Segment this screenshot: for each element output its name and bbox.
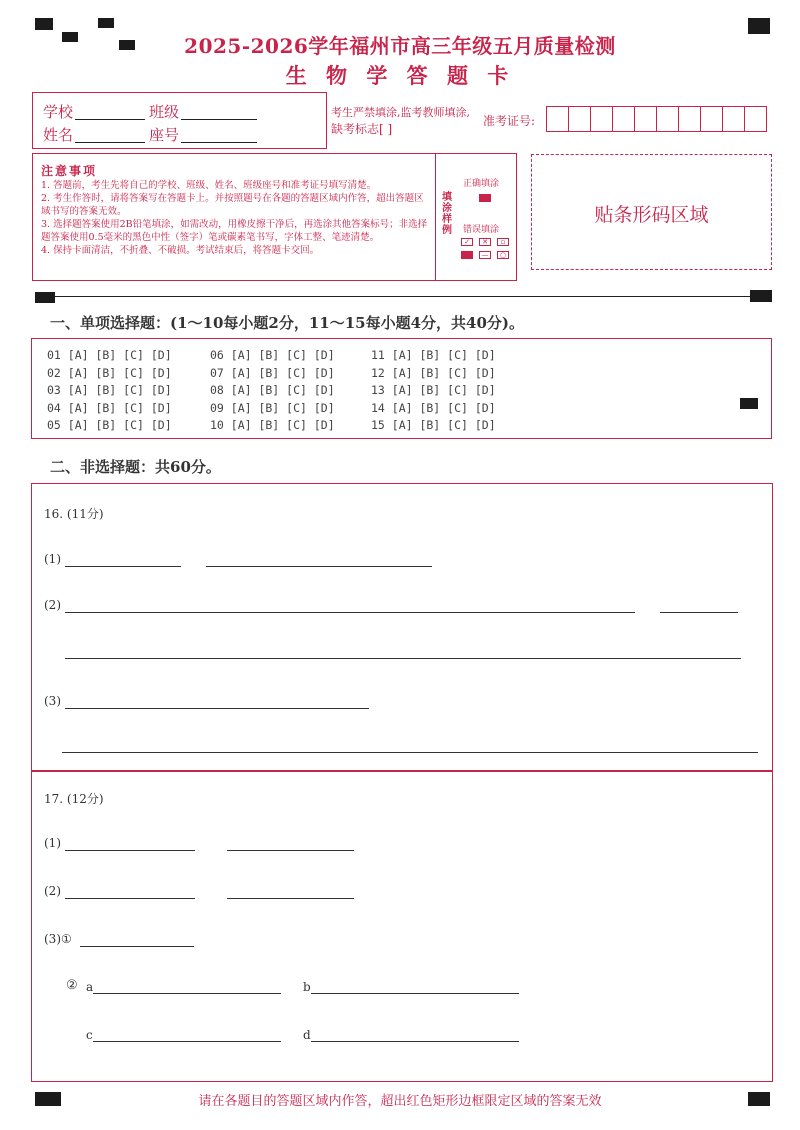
q17-title: 17. (12分): [44, 792, 104, 806]
q17-part1-blank1[interactable]: [65, 850, 195, 851]
q16-part3-blank2[interactable]: [62, 752, 758, 753]
notice-item: 3. 选择题答案使用2B铅笔填涂，如需改动，用橡皮擦干净后，再选涂其他答案标号；非选择题答案使用0.5毫米的黑色中性（签字）笔或碳素笔书写，字体工整、笔迹清楚。: [41, 219, 428, 243]
wrong-fill-line-icon: —: [479, 251, 491, 259]
student-info-box: [32, 92, 327, 149]
name-field[interactable]: [75, 128, 145, 143]
q16-part2-blank1[interactable]: [65, 612, 635, 613]
horizontal-divider: [55, 296, 750, 297]
registration-mark: [35, 292, 55, 303]
registration-mark: [750, 290, 772, 302]
q17-blank-b-label: b: [303, 980, 311, 994]
q17-part3-label: (3)①: [44, 932, 72, 946]
wrong-fill-dot-icon: [461, 251, 473, 259]
choice-column: [47, 348, 172, 436]
footer-warning: 请在各题目的答题区域内作答，超出红色矩形边框限定区域的答案无效: [198, 1094, 602, 1109]
wrong-fill-cross-icon: ✕: [479, 238, 491, 246]
proctor-note: [331, 104, 470, 138]
q16-title: 16. (11分): [44, 507, 104, 521]
school-label: 学校: [43, 103, 74, 121]
proctor-note-line1: 考生严禁填涂,监考教师填涂,: [331, 106, 470, 119]
school-field[interactable]: [75, 105, 145, 120]
choice-row[interactable]: 10 [A] [B] [C] [D]: [210, 418, 335, 432]
exam-id-cell[interactable]: [635, 106, 657, 132]
notice-list: [41, 179, 431, 257]
choice-column: [371, 348, 496, 436]
choice-row[interactable]: 01 [A] [B] [C] [D]: [47, 348, 172, 362]
choice-row[interactable]: 11 [A] [B] [C] [D]: [371, 348, 496, 362]
choice-row[interactable]: 04 [A] [B] [C] [D]: [47, 400, 172, 415]
q17-part2-blank1[interactable]: [65, 898, 195, 899]
exam-id-cell[interactable]: [679, 106, 701, 132]
q16-part1-blank2[interactable]: [206, 566, 432, 567]
absent-mark[interactable]: 缺考标志[ ]: [331, 122, 393, 136]
wrong-fill-bracket-icon: ▫: [497, 238, 509, 246]
choice-row[interactable]: 09 [A] [B] [C] [D]: [210, 400, 335, 415]
q16-part3-label: (3): [44, 694, 61, 708]
q17-blank-d-label: d: [303, 1028, 311, 1042]
class-field[interactable]: [181, 105, 257, 120]
exam-id-cell[interactable]: [657, 106, 679, 132]
notice-box: [32, 153, 517, 281]
choice-row[interactable]: 13 [A] [B] [C] [D]: [371, 383, 496, 397]
choice-row[interactable]: 14 [A] [B] [C] [D]: [371, 400, 496, 415]
section1-heading: 一、单项选择题：(1～10每小题2分，11～15每小题4分，共40分)。: [50, 314, 525, 332]
q17-part1-blank2[interactable]: [227, 850, 354, 851]
section2-heading: 二、非选择题：共60分。: [50, 458, 221, 476]
exam-id-cell[interactable]: [701, 106, 723, 132]
q17-blank-c[interactable]: [93, 1041, 281, 1042]
exam-id-label: 准考证号:: [483, 114, 536, 128]
class-label: 班级: [149, 103, 180, 121]
sheet-subtitle: 生 物 学 答 题 卡: [285, 63, 515, 88]
choice-row[interactable]: 05 [A] [B] [C] [D]: [47, 418, 172, 432]
wrong-fill-circle-icon: ○: [497, 251, 509, 259]
exam-id-cell[interactable]: [591, 106, 613, 132]
fill-sample-divider: [435, 153, 436, 281]
q16-answer-box: [31, 483, 773, 772]
seat-field[interactable]: [181, 128, 257, 143]
q17-part1-label: (1): [44, 836, 61, 850]
notice-item: 4. 保持卡面清洁，不折叠、不破损。考试结束后，将答题卡交回。: [41, 245, 320, 256]
notice-item: 2. 考生作答时，请将答案写在答题卡上。并按照题号在各题的答题区域内作答，超出答题区域书写的答案无效。: [41, 193, 424, 217]
q17-part2-label: (2): [44, 884, 61, 898]
registration-mark: [35, 18, 53, 30]
choice-row[interactable]: 15 [A] [B] [C] [D]: [371, 418, 496, 432]
correct-fill-label: 正确填涂: [463, 179, 500, 189]
correct-fill-sample: [479, 194, 491, 202]
q16-part2-blank2[interactable]: [660, 612, 738, 613]
q17-blank-c-label: c: [86, 1028, 93, 1042]
q16-part1-blank1[interactable]: [65, 566, 181, 567]
q17-blank-a-label: a: [86, 980, 94, 994]
choice-row[interactable]: 07 [A] [B] [C] [D]: [210, 365, 335, 380]
exam-id-cell[interactable]: [613, 106, 635, 132]
q17-blank-d[interactable]: [311, 1041, 519, 1042]
registration-mark: [98, 18, 114, 28]
seat-label: 座号: [149, 126, 180, 144]
q17-answer-box: [31, 770, 773, 1082]
choice-row[interactable]: 12 [A] [B] [C] [D]: [371, 365, 496, 380]
name-label: 姓名: [43, 126, 74, 144]
q16-part2-label: (2): [44, 598, 61, 612]
wrong-fill-label: 错误填涂: [463, 225, 500, 235]
exam-id-cell[interactable]: [745, 106, 767, 132]
barcode-label: 贴条形码区域: [594, 204, 709, 226]
barcode-area: [531, 154, 772, 270]
q17-part3-sub2-label: ②: [66, 978, 78, 993]
q17-part3-blank[interactable]: [80, 946, 194, 947]
exam-id-cell[interactable]: [723, 106, 745, 132]
q16-part2-blank3[interactable]: [65, 658, 741, 659]
choice-column: [210, 348, 335, 436]
notice-title: 注意事项: [41, 164, 98, 178]
exam-id-cell[interactable]: [547, 106, 569, 132]
exam-id-grid[interactable]: [546, 106, 767, 132]
q17-blank-a[interactable]: [93, 993, 281, 994]
exam-id-cell[interactable]: [569, 106, 591, 132]
choice-row[interactable]: 08 [A] [B] [C] [D]: [210, 383, 335, 397]
q17-part2-blank2[interactable]: [227, 898, 354, 899]
fill-sample-vertical-label: 填涂样例: [442, 192, 452, 236]
q16-part1-label: (1): [44, 552, 61, 566]
q17-blank-b[interactable]: [311, 993, 519, 994]
q16-part3-blank1[interactable]: [65, 708, 369, 709]
notice-item: 1. 答题前，考生先将自己的学校、班级、姓名、班级座号和准考证号填写清楚。: [41, 180, 377, 191]
exam-title: 2025-2026学年福州市高三年级五月质量检测: [184, 34, 616, 58]
choice-row[interactable]: 06 [A] [B] [C] [D]: [210, 348, 335, 362]
choice-row[interactable]: 03 [A] [B] [C] [D]: [47, 383, 172, 397]
choice-row[interactable]: 02 [A] [B] [C] [D]: [47, 365, 172, 380]
wrong-fill-check-icon: ✓: [461, 238, 473, 246]
